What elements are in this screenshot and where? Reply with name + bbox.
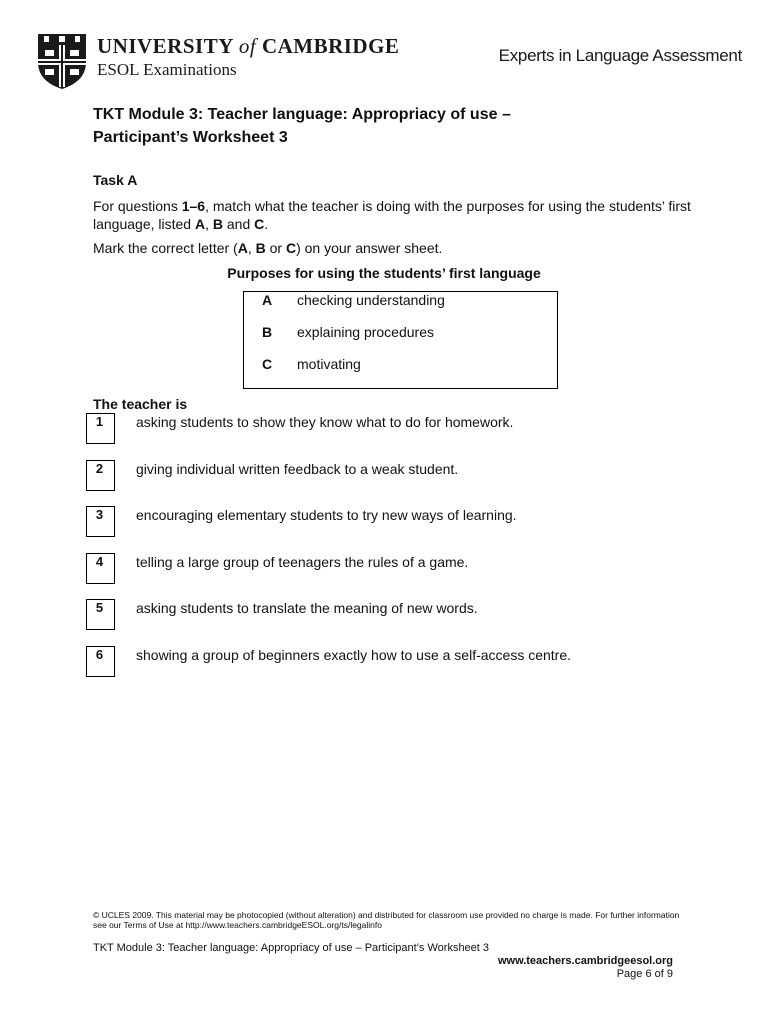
question-number: 4 [95,554,104,569]
purpose-letter: A [262,292,273,308]
purpose-letter: C [262,356,273,372]
mark-instructions: Mark the correct letter (A, B or C) on your answer sheet. [93,240,443,256]
question-number: 3 [95,507,104,522]
purposes-heading: Purposes for using the students’ first language [227,265,541,281]
question-text: giving individual written feedback to a weak student. [136,461,459,477]
question-text: encouraging elementary students to try new ways of learning. [136,507,517,523]
task-heading: Task A [93,172,138,188]
task-instructions: For questions 1–6, match what the teacher is doing with the purposes for using the students’ first language, listed A, B and C. [93,198,691,232]
cambridge-crest-logo [36,32,88,90]
question-text: showing a group of beginners exactly how to use a self-access centre. [136,647,572,663]
purpose-text: explaining procedures [297,324,434,340]
question-number: 5 [95,600,104,615]
tagline: Experts in Language Assessment [498,46,742,65]
question-text: telling a large group of teenagers the rules of a game. [136,554,469,570]
purposes-box [243,291,558,389]
footer-title: TKT Module 3: Teacher language: Appropriacy of use – Participant’s Worksheet 3 [93,942,490,954]
university-name: UNIVERSITY of CAMBRIDGE [97,34,400,58]
purpose-text: checking understanding [297,292,445,308]
page-number: Page 6 of 9 [616,968,673,980]
purpose-letter: B [262,324,273,340]
purpose-text: motivating [297,356,361,372]
questions-heading: The teacher is [93,396,188,412]
footer-url[interactable]: www.teachers.cambridgeesol.org [497,955,673,967]
esol-examinations: ESOL Examinations [97,60,237,79]
copyright-note: © UCLES 2009. This material may be photocopied (without alteration) and distributed for classroom use provided no charge is made. For further information see our Terms of Use at http://www.teachers.cambridgeESOL.org/ts/legalinfo [93,910,680,930]
question-number: 1 [95,414,104,429]
page-title: TKT Module 3: Teacher language: Appropriacy of use – Participant’s Worksheet 3 [93,106,511,146]
question-number: 2 [95,461,104,476]
question-number: 6 [95,647,104,662]
question-text: asking students to show they know what to do for homework. [136,414,514,430]
question-text: asking students to translate the meaning of new words. [136,600,478,616]
